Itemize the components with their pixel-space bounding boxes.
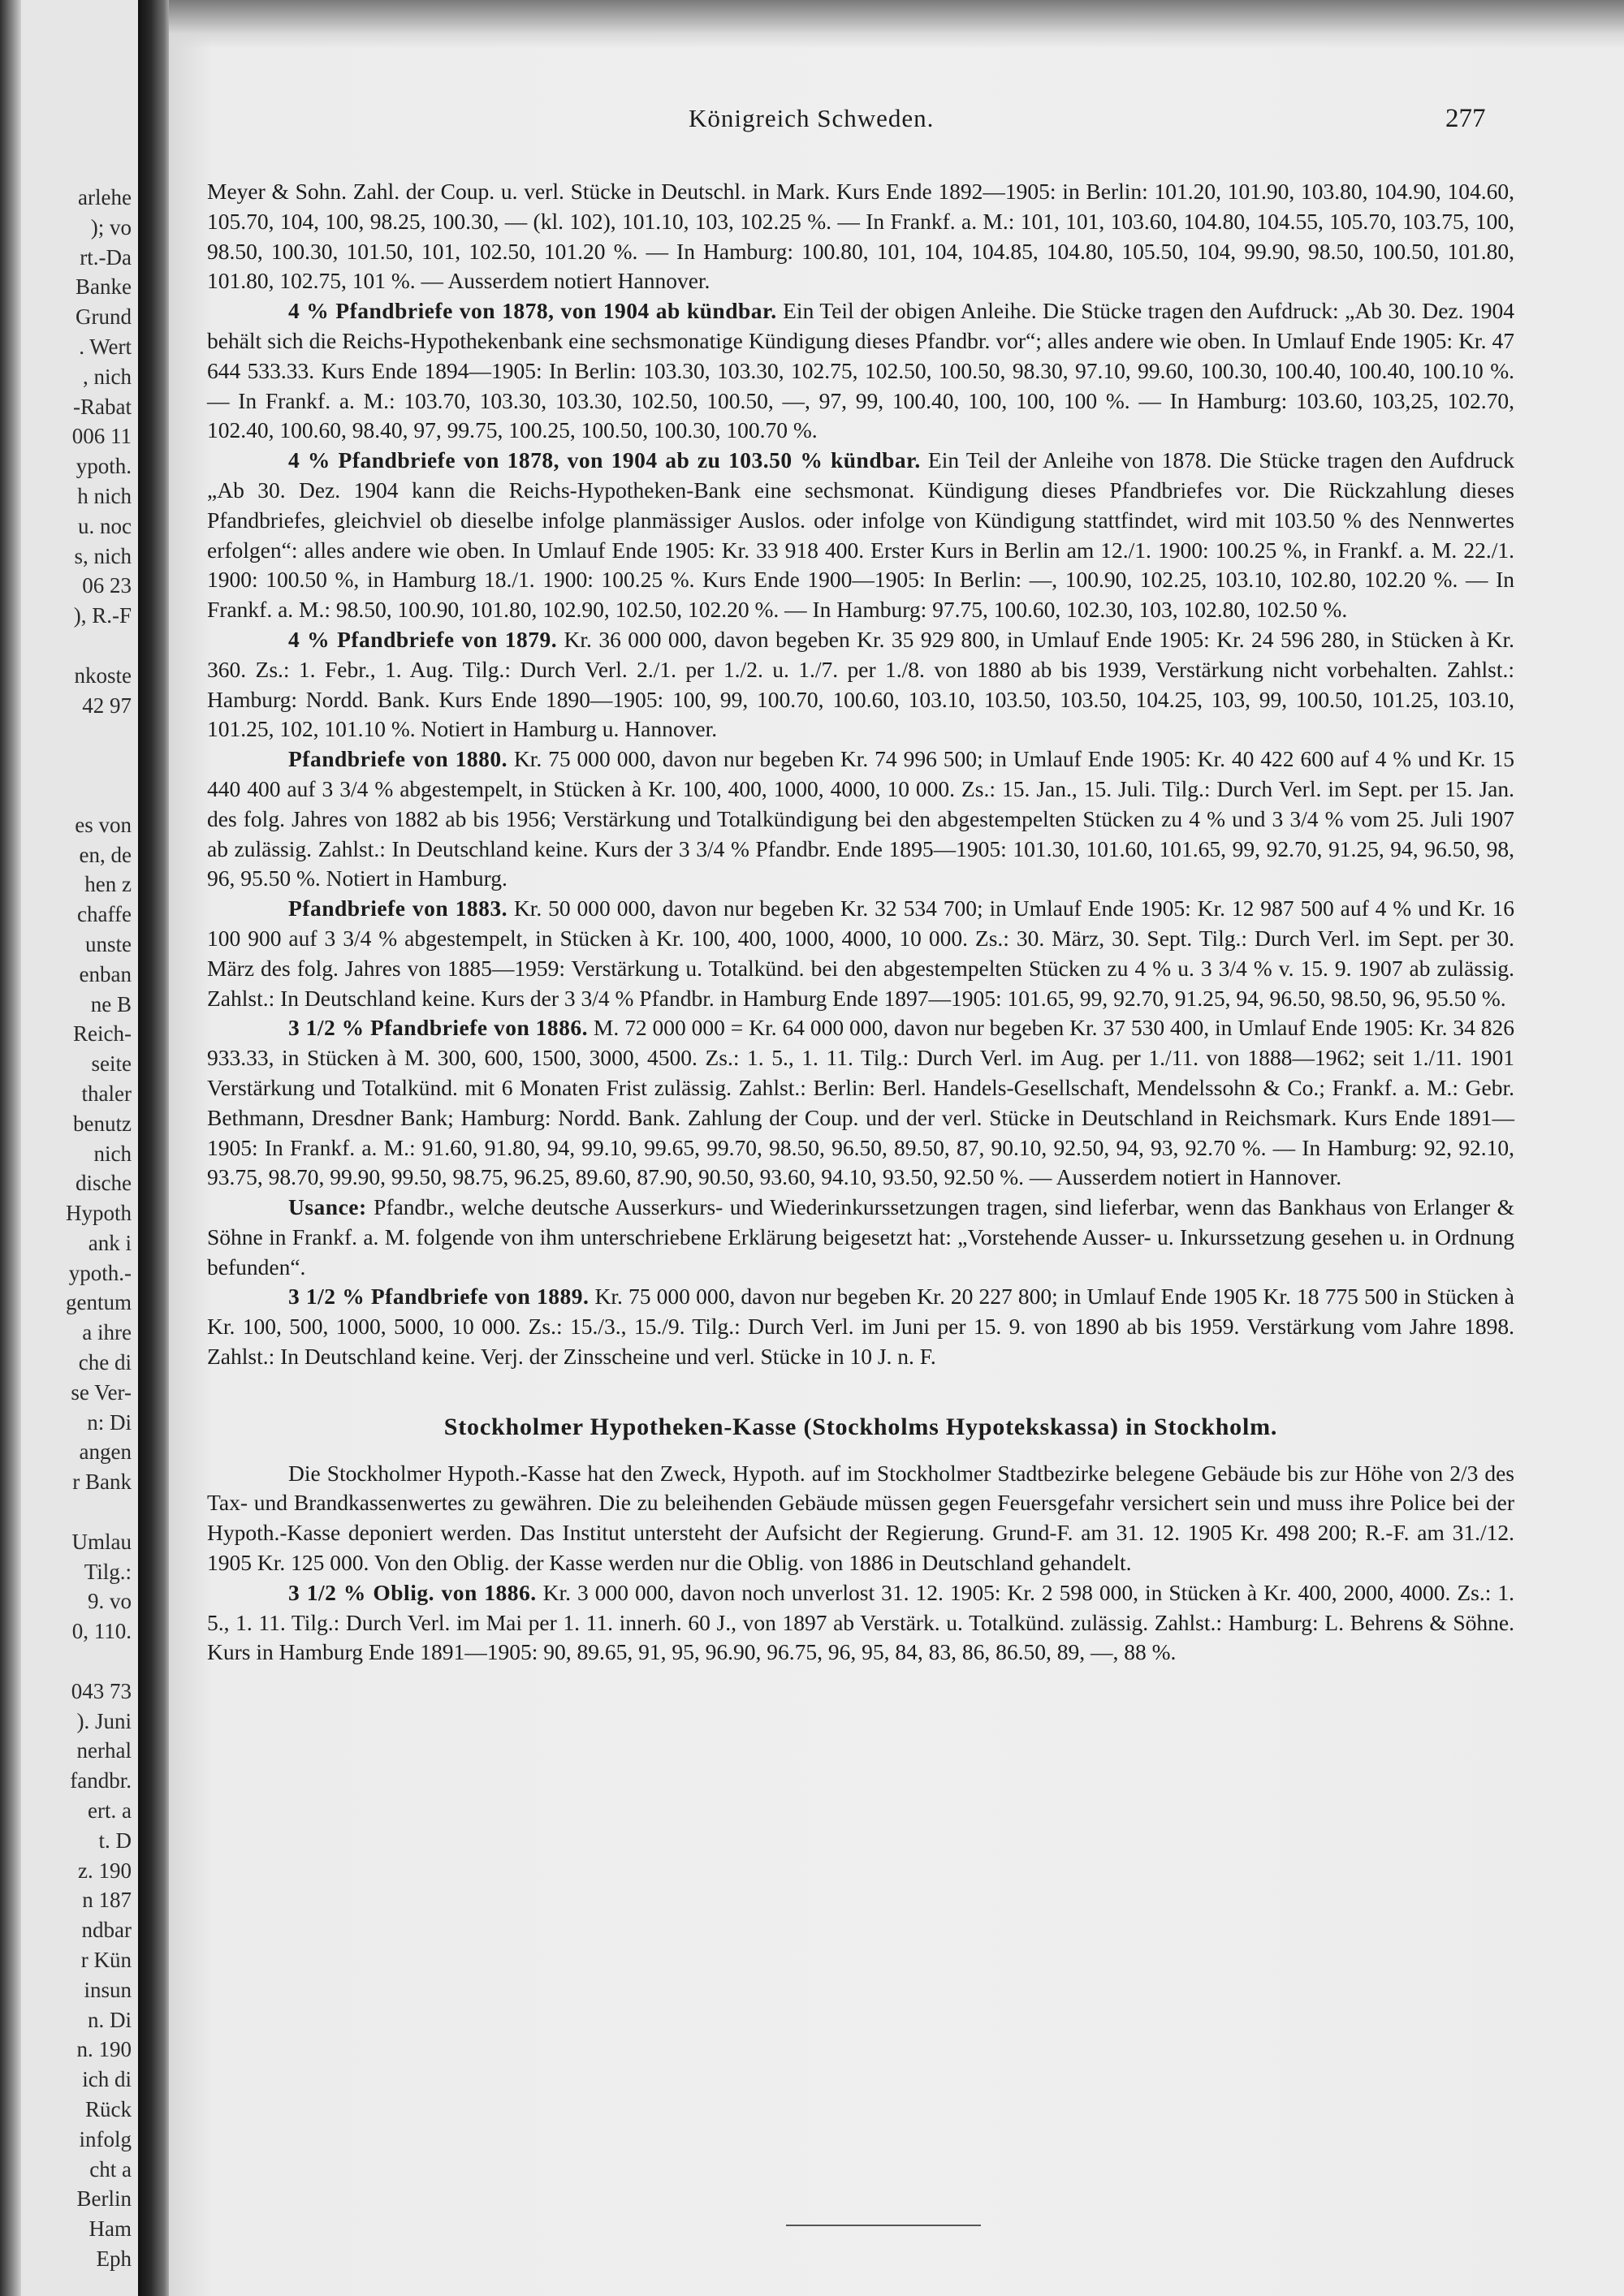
paragraph-text: Kr. 36 000 000, davon begeben Kr. 35 929 800, in Umlauf Ende 1905: Kr. 24 596 280, in Stücken à Kr. 360. Zs.: 1. Febr., 1. Aug. Tilg.: Durch Verl. 2./1. per 1./2. u. 1./7. per 1./8. von 1880 ab bis 1939, Verstärkung nicht vorbehalten. Zahlst.: Hamburg: Nordd. Bank. Kurs Ende 1890—1905: 100, 99, 100.70, 100.60, 103.10, 103.50, 103.50, 104.25, 103, 99, 100.50, 101.25, 103.10, 101.25, 102, 101.10 %. Notiert in Hamburg u. Hannover. bbox=[207, 626, 1514, 742]
paragraph-heading: Pfandbriefe von 1880. bbox=[288, 746, 508, 772]
left-page-line: nerhal bbox=[76, 1738, 132, 1763]
paragraph bbox=[207, 625, 1514, 744]
left-page-line: infolg bbox=[79, 2126, 132, 2151]
section-paragraph-list bbox=[207, 1459, 1514, 1668]
left-page-line: ank i bbox=[88, 1230, 132, 1255]
paragraph-text: Meyer & Sohn. Zahl. der Coup. u. verl. Stücke in Deutschl. in Mark. Kurs Ende 1892—1905: in Berlin: 101.20, 101.90, 103.80, 104.90, 104.60, 105.70, 104, 100, 98.25, 100.30, — (kl. 102), 101.10, 103, 102.25 %. — In Frankf. a. M.: 101, 101, 103.60, 104.80, 104.55, 105.70, 103.75, 100, 98.50, 100.30, 101.50, 101, 102.50, 101.20 %. — In Hamburg: 100.80, 101, 104, 104.85, 104.80, 105.50, 104, 99.90, 98.50, 100.50, 101.80, 101.80, 102.75, 101 %. — Ausserdem notiert Hannover. bbox=[207, 179, 1514, 294]
left-page-line: Berlin bbox=[76, 2186, 132, 2212]
paragraph-text: Pfandbr., welche deutsche Ausserkurs- und Wiederinkurssetzungen tragen, sind lieferbar, wenn das Bankhaus von Erlanger & Söhne in Frankf. a. M. folgende von ihm unterschriebene Erklärung beigesetzt hat: „Vorstehende Ausser- u. Inkurssetzung gesehen u. in Ordnung befunden“. bbox=[207, 1194, 1514, 1280]
left-page-line: dische bbox=[76, 1171, 132, 1196]
paragraph-heading: Pfandbriefe von 1883. bbox=[288, 896, 508, 921]
left-page-line: n. 190 bbox=[76, 2037, 132, 2062]
left-page-line bbox=[10, 780, 132, 810]
left-page-line: Grund bbox=[76, 304, 132, 330]
left-page-line bbox=[10, 1646, 132, 1677]
left-page-line: 9. vo bbox=[88, 1589, 132, 1614]
left-page-line: r Bank bbox=[72, 1470, 132, 1495]
paragraph-heading: 4 % Pfandbriefe von 1878, von 1904 ab zu 103.50 % kündbar. bbox=[288, 447, 921, 473]
section-heading: Stockholmer Hypotheken-Kasse (Stockholms Hypotekskassa) in Stockholm. bbox=[443, 1413, 1278, 1440]
left-page-line: -Rabat bbox=[73, 394, 132, 419]
left-page-line: ). Juni bbox=[76, 1708, 132, 1733]
right-page bbox=[169, 0, 1624, 2296]
page-header bbox=[169, 104, 1624, 145]
left-page-line: n 187 bbox=[82, 1888, 132, 1913]
left-page-line bbox=[10, 720, 132, 750]
left-page-line: h nich bbox=[77, 483, 132, 508]
paragraph-text: Kr. 75 000 000, davon nur begeben Kr. 20 227 800; in Umlauf Ende 1905 Kr. 18 775 500 in Stücken à Kr. 100, 500, 1000, 5000, 10 000. Zs.: 15./3., 15./9. Tilg.: Durch Verl. im Juni per 15. 9. von 1890 ab bis 1959. Verstärkung vom Jahre 1898. Zahlst.: In Deutschland keine. Verj. der Zinsscheine und verl. Stücke in 10 J. n. F. bbox=[207, 1284, 1514, 1370]
paragraph bbox=[207, 1013, 1514, 1193]
paragraph bbox=[207, 177, 1514, 296]
paragraph bbox=[207, 296, 1514, 446]
left-page-line: r Kün bbox=[80, 1948, 132, 1973]
paragraph bbox=[207, 1193, 1514, 1282]
paragraph bbox=[207, 1459, 1514, 1578]
left-page-line: insun bbox=[84, 1977, 132, 2002]
left-page-line: nich bbox=[93, 1141, 132, 1166]
left-page-line: cht a bbox=[89, 2156, 132, 2182]
paragraph-list bbox=[207, 177, 1514, 1372]
left-page-line: arlehe bbox=[78, 185, 132, 209]
left-page-line: Tilg.: bbox=[84, 1559, 132, 1584]
left-page-line: rt.-Da bbox=[80, 244, 132, 270]
left-page-line: Ham bbox=[89, 2216, 132, 2242]
left-page-line: seite bbox=[91, 1051, 132, 1077]
left-page-line: n: Di bbox=[87, 1409, 132, 1435]
left-page-line: , nich bbox=[83, 364, 132, 389]
left-page-fragment bbox=[0, 0, 138, 2296]
paragraph bbox=[207, 744, 1514, 894]
left-page-line: ndbar bbox=[81, 1918, 132, 1943]
paragraph bbox=[207, 446, 1514, 625]
left-page-line: fandbr. bbox=[70, 1768, 132, 1793]
paragraph-heading: 3 1/2 % Pfandbriefe von 1886. bbox=[288, 1015, 589, 1041]
page-top-shadow bbox=[169, 0, 1624, 49]
left-page-line: es von bbox=[75, 812, 132, 837]
left-page-line: a ihre bbox=[82, 1320, 132, 1345]
left-page-line: 42 97 bbox=[82, 693, 132, 718]
paragraph-heading: 3 1/2 % Pfandbriefe von 1889. bbox=[288, 1284, 590, 1310]
left-page-line: ich di bbox=[82, 2067, 132, 2092]
left-page-text bbox=[10, 183, 132, 2274]
left-page-line: ); vo bbox=[90, 214, 132, 240]
left-page-line: t. D bbox=[98, 1828, 132, 1853]
left-page-line: che di bbox=[78, 1350, 132, 1375]
paragraph-text: Kr. 50 000 000, davon nur begeben Kr. 32 534 700; in Umlauf Ende 1905: Kr. 12 987 500 auf 4 % und Kr. 16 100 900 auf 3 3/4 % abgestempelt, in Stücken à Kr. 100, 400, 1000, 4000, 10 000. Zs.: 30. März, 30. Sept. Tilg.: Durch Verl. im Sept. per 30. März des folg. Jahres von 1885—1959: Verstärkung u. Totalkünd. bei den abgestempelten Stücken zu 4 % u. 3 3/4 % v. 15. 9. 1907 ab zulässig. Zahlst.: In Deutschland keine. Kurs der 3 3/4 % Pfandbr. in Hamburg Ende 1897—1905: 101.65, 99, 92.70, 91.25, 94, 96.50, 98.50, 96, 95.50 %. bbox=[207, 896, 1514, 1011]
paragraph-heading: Usance: bbox=[288, 1194, 367, 1220]
left-page-shadow bbox=[0, 0, 21, 2296]
left-page-line: ), R.-F bbox=[73, 603, 132, 628]
paragraph-heading: 4 % Pfandbriefe von 1878, von 1904 ab kündbar. bbox=[288, 298, 777, 324]
left-page-line: Umlau bbox=[71, 1529, 132, 1554]
left-page-line: ypoth.- bbox=[68, 1260, 132, 1285]
paragraph bbox=[207, 1578, 1514, 1668]
page-number: 277 bbox=[1445, 104, 1486, 133]
left-page-line: u. noc bbox=[78, 513, 132, 538]
left-page-line bbox=[10, 1497, 132, 1527]
left-page-line: nkoste bbox=[74, 662, 132, 688]
paragraph-heading: 4 % Pfandbriefe von 1879. bbox=[288, 626, 558, 652]
paragraph-text: Ein Teil der obigen Anleihe. Die Stücke tragen den Aufdruck: „Ab 30. Dez. 1904 behält sich die Reichs-Hypothekenbank eine sechsmonatige Kündigung dieses Pfandbr. vor“; alles andere wie oben. In Umlauf Ende 1905: Kr. 47 644 533.33. Kurs Ende 1894—1905: In Berlin: 103.30, 103.30, 102.75, 102.50, 100.50, 98.30, 97.10, 99.60, 100.30, 100.40, 100.40, 100.10 %. — In Frankf. a. M.: 103.70, 103.30, 103.30, 102.50, 100.50, —, 97, 99, 100.40, 100, 100, 100 %. — In Hamburg: 103.60, 103,25, 102.70, 102.40, 100.60, 98.40, 97, 99.75, 100.25, 100.50, 100.30, 100.70 %. bbox=[207, 298, 1514, 443]
left-page-line: en, de bbox=[79, 842, 132, 867]
paragraph-text: Kr. 3 000 000, davon noch unverlost 31. 12. 1905: Kr. 2 598 000, in Stücken à Kr. 400, 2000, 4000. Zs.: 1. 5., 1. 11. Tilg.: Durch Verl. im Mai per 1. 11. innerh. 60 J., von 1897 ab Verstärk. u. Totalkünd. zulässig. Zahlst.: Hamburg: L. Behrens & Söhne. Kurs in Hamburg Ende 1891—1905: 90, 89.65, 91, 95, 96.90, 96.75, 96, 95, 84, 83, 86, 86.50, 89, —, 88 %. bbox=[207, 1579, 1514, 1665]
paragraph bbox=[207, 1282, 1514, 1371]
paragraph-text: M. 72 000 000 = Kr. 64 000 000, davon nur begeben Kr. 37 530 400, in Umlauf Ende 1905: Kr. 34 826 933.33, in Stücken à M. 300, 600, 1500, 3000, 4500. Zs.: 1. 5., 1. 11. Tilg.: Durch Verl. im Aug. per 1./11. von 1888—1962; seit 1./11. 1901 Verstärkung und Totalkünd. mit 6 Monaten Frist zulässig. Zahlst.: Berlin: Berl. Handels-Gesellschaft, Mendelssohn & Co.; Frankf. a. M.: Gebr. Bethmann, Dresdner Bank; Hamburg: Nordd. Bank. Zahlung der Coup. und der verl. Stücke in Deutschland in Reichsmark. Kurs Ende 1891—1905: In Frankf. a. M.: 91.60, 91.80, 94, 99.10, 99.65, 99.70, 98.50, 96.50, 89.50, 87, 90.10, 92.50, 94, 93, 92.70 %. — In Hamburg: 92, 92.10, 93.75, 98.70, 99.90, 99.50, 98.75, 96.25, 89.60, 87.90, 90.50, 93.60, 94.10, 93.50, 92.50 %. — Ausserdem notiert in Hannover. bbox=[207, 1015, 1514, 1190]
left-page-line: angen bbox=[79, 1439, 132, 1465]
left-page-line: Banke bbox=[76, 274, 132, 300]
left-page-line: Eph bbox=[96, 2246, 132, 2271]
left-page-line: Rück bbox=[85, 2097, 132, 2121]
left-page-line: 06 23 bbox=[82, 573, 132, 598]
left-page-line: hen z bbox=[84, 872, 132, 897]
left-page-line: thaler bbox=[81, 1081, 132, 1106]
left-page-line bbox=[10, 631, 132, 661]
book-gutter bbox=[138, 0, 171, 2296]
left-page-line: enban bbox=[79, 961, 132, 986]
left-page-line bbox=[10, 750, 132, 780]
paragraph-text: Kr. 75 000 000, davon nur begeben Kr. 74 996 500; in Umlauf Ende 1905: Kr. 40 422 600 auf 4 % und Kr. 15 440 400 auf 3 3/4 % abgestempelt, in Stücken à Kr. 100, 400, 1000, 4000, 10 000. Zs.: 15. Jan., 15. Juli. Tilg.: Durch Verl. im Sept. per 15. Jan. des folg. Jahres von 1882 ab bis 1956; Verstärkung und Totalkündigung bei den abgestempelten Stücken zu 4 % und 3 3/4 % vom 25. Juli 1907 ab zulässig. Zahlst.: In Deutschland keine. Kurs der 3 3/4 % Pfandbr. Ende 1895—1905: 101.30, 101.60, 101.65, 99, 92.70, 91.25, 94, 96.50, 98, 96, 95.50 %. Notiert in Hamburg. bbox=[207, 746, 1514, 891]
paragraph-heading: 3 1/2 % Oblig. von 1886. bbox=[288, 1579, 537, 1605]
left-page-line: ne B bbox=[90, 991, 132, 1016]
left-page-line: . Wert bbox=[79, 334, 132, 359]
left-page-line: s, nich bbox=[74, 543, 132, 568]
left-page-line: Hypoth bbox=[66, 1201, 132, 1226]
left-page-line: gentum bbox=[66, 1290, 132, 1315]
bottom-rule bbox=[786, 2225, 981, 2226]
left-page-line: benutz bbox=[73, 1111, 132, 1136]
left-page-line: ert. a bbox=[88, 1798, 132, 1823]
left-page-line: ypoth. bbox=[76, 454, 132, 479]
paragraph bbox=[207, 894, 1514, 1013]
left-page-line: 006 11 bbox=[71, 424, 132, 449]
left-page-line: 043 73 bbox=[71, 1678, 132, 1703]
left-page-line: chaffe bbox=[77, 902, 132, 927]
paragraph-text: Die Stockholmer Hypoth.-Kasse hat den Zweck, Hypoth. auf im Stockholmer Stadtbezirke belegene Gebäude bis zur Höhe von 2/3 des Tax- und Brandkassenwertes zu gewähren. Die zu beleihenden Gebäude müssen gegen Feuersgefahr versichert sein und muss ihre Police bei der Hypoth.-Kasse deponiert werden. Das Institut untersteht der Aufsicht der Regierung. Grund-F. am 31. 12. 1905 Kr. 498 200; R.-F. am 31./12. 1905 Kr. 125 000. Von den Oblig. der Kasse werden nur die Oblig. von 1886 in Deutschland gehandelt. bbox=[207, 1460, 1514, 1576]
left-page-line: 0, 110. bbox=[71, 1619, 132, 1644]
left-page-line: z. 190 bbox=[78, 1858, 132, 1883]
left-page-line: se Ver- bbox=[71, 1379, 132, 1405]
running-title: Königreich Schweden. bbox=[689, 104, 935, 132]
left-page-line: unste bbox=[85, 931, 132, 956]
paragraph-text: Ein Teil der Anleihe von 1878. Die Stücke tragen den Aufdruck „Ab 30. Dez. 1904 kann die Reichs-Hypotheken-Bank eine sechsmonat. Kündigung dieses Pfandbriefes vor. Die Rückzahlung dieses Pfandbriefes, gleichviel ob dieselbe infolge planmässiger Auslos. oder infolge von Kündigung stattfindet, wird mit 103.50 % des Nennwertes erfolgen“: alles andere wie oben. In Umlauf Ende 1905: Kr. 33 918 400. Erster Kurs in Berlin am 12./1. 1900: 100.25 %, in Frankf. a. M. 22./1. 1900: 100.50 %, in Hamburg 18./1. 1900: 100.25 %. Kurs Ende 1900—1905: In Berlin: —, 100.90, 102.25, 103.10, 102.80, 102.20 %. — In Frankf. a. M.: 98.50, 100.90, 101.80, 102.90, 102.50, 102.20 %. — In Hamburg: 97.75, 100.60, 102.30, 103, 102.80, 102.50 %. bbox=[207, 447, 1514, 623]
left-page-line: Reich- bbox=[73, 1021, 132, 1047]
page-body bbox=[207, 177, 1514, 1668]
left-page-line: n. Di bbox=[88, 2007, 132, 2032]
